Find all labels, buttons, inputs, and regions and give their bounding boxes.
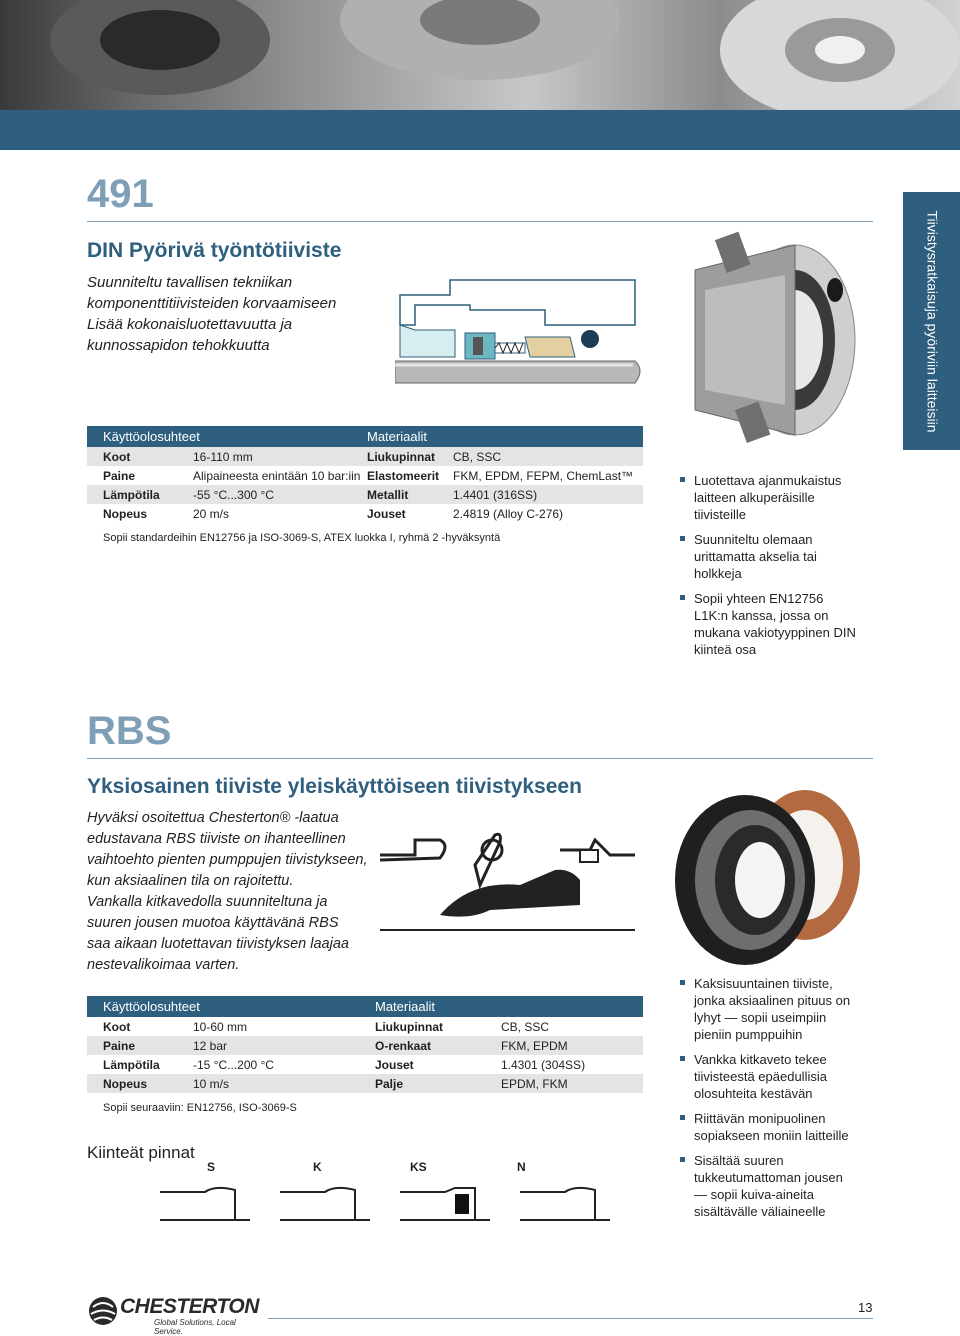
list-item-text: Suunniteltu olemaan urittamatta akselia tai holkkeja	[694, 532, 817, 581]
cell: Nopeus	[103, 506, 148, 521]
conditions-header: Käyttöolosuhteet	[87, 426, 367, 447]
list-item	[680, 531, 858, 582]
list-item-text: Sopii yhteen EN12756 L1K:n kanssa, jossa on mukana vakiotyyppinen DIN kiinteä osa	[694, 591, 856, 657]
cell: FKM, EPDM, FEPM, ChemLast™	[453, 468, 634, 483]
face-ks-drawing	[400, 1188, 490, 1220]
subtitle-line: komponenttitiivisteiden korvaamiseen	[87, 295, 337, 312]
description-line: edustavana RBS tiiviste on ihanteellinen	[87, 831, 346, 847]
cell: 1.4301 (304SS)	[501, 1057, 586, 1072]
chesterton-logo	[88, 1295, 264, 1336]
list-item-text: Vankka kitkaveto tekee tiivisteestä epäedullisia olosuhteita kestävän	[694, 1052, 827, 1101]
cell: CB, SSC	[501, 1019, 550, 1034]
seal-491-photo	[665, 230, 865, 445]
cell: 2.4819 (Alloy C-276)	[453, 506, 564, 521]
spec-table	[87, 996, 643, 1093]
cell: 1.4401 (316SS)	[453, 485, 643, 504]
table-row	[87, 466, 643, 485]
list-item	[680, 975, 858, 1043]
list-item-text: Riittävän monipuolinen sopiakseen moniin laitteille	[694, 1111, 849, 1143]
footer-divider	[268, 1318, 873, 1319]
section-tab	[903, 192, 960, 450]
cell: 10 m/s	[193, 1074, 375, 1093]
face-label-ks: KS	[410, 1160, 427, 1174]
list-item	[680, 1152, 858, 1220]
cell: Liukupinnat	[375, 1019, 443, 1034]
standards-note: Sopii seuraaviin: EN12756, ISO-3069-S	[103, 1102, 297, 1114]
cell: Koot	[87, 447, 193, 466]
table-row	[87, 1055, 643, 1074]
list-item-text: Sisältää suuren tukkeutumattoman jousen — sopii kuiva-aineita sisältävälle väliaineelle	[694, 1153, 843, 1219]
description-line: Vankalla kitkavedolla suunniteltuna ja	[87, 894, 328, 910]
table-row	[87, 485, 643, 504]
feature-list	[680, 975, 858, 1228]
cell: Lämpötila	[103, 1057, 160, 1072]
product-number: 491	[87, 172, 154, 216]
fixed-faces-drawings	[160, 1180, 640, 1230]
list-item-text: Luotettava ajanmukaistus laitteen alkuperäisille tiivisteille	[694, 473, 842, 522]
rbs-cross-section-drawing	[380, 830, 635, 935]
cell: Paine	[87, 1036, 193, 1055]
page-number: 13	[858, 1300, 873, 1315]
cell: CB, SSC	[453, 447, 643, 466]
conditions-header: Käyttöolosuhteet	[87, 996, 375, 1017]
cell: EPDM, FKM	[501, 1074, 643, 1093]
list-item	[680, 472, 858, 523]
header-photo	[0, 0, 960, 110]
list-item	[680, 1110, 858, 1144]
cell: 20 m/s	[193, 506, 230, 521]
divider	[87, 221, 873, 222]
standards-note: Sopii standardeihin EN12756 ja ISO-3069-S, ATEX luokka I, ryhmä 2 -hyväksyntä	[103, 532, 501, 544]
cell: Nopeus	[87, 1074, 193, 1093]
product-code: RBS	[87, 709, 172, 753]
materials-header: Materiaalit	[367, 426, 643, 447]
face-label-s: S	[207, 1160, 216, 1174]
feature-list	[680, 472, 858, 666]
cell: Liukupinnat	[367, 447, 453, 466]
table-row	[87, 447, 643, 466]
cell: Lämpötila	[87, 485, 193, 504]
cell: -55 °C...300 °C	[193, 485, 367, 504]
description-line: saa aikaan luotettavan tiivistyksen laajaa	[87, 936, 349, 952]
cell: Koot	[103, 1019, 131, 1034]
spec-table	[87, 426, 643, 523]
table-row	[87, 1074, 643, 1093]
product-subtitle	[87, 272, 336, 356]
seal-cross-section-drawing	[395, 265, 645, 390]
cell: 10-60 mm	[193, 1019, 248, 1034]
product-title: DIN Pyörivä työntötiiviste	[87, 239, 342, 262]
cell: Metallit	[367, 485, 453, 504]
cell: Jouset	[375, 1057, 414, 1072]
product-title: Yksiosainen tiiviste yleiskäyttöiseen tiivistykseen	[87, 775, 582, 798]
fixed-faces-title: Kiinteät pinnat	[87, 1143, 195, 1162]
spec-table-header	[87, 996, 643, 1017]
seal-components-photo	[0, 0, 960, 110]
list-item	[680, 1051, 858, 1102]
list-item	[680, 590, 858, 658]
cell: Alipaineesta enintään 10 bar:iin	[193, 468, 361, 483]
description-line: kun aksiaalinen tila on rajoitettu.	[87, 873, 294, 889]
table-row	[87, 1036, 643, 1055]
description-line: vaihtoehto pienten pumppujen tiivistykseen,	[87, 852, 368, 868]
description-line: Hyväksi osoitettua Chesterton® -laatua	[87, 810, 339, 826]
face-label-n: N	[517, 1160, 526, 1174]
spec-table-header	[87, 426, 643, 447]
rbs-seal-photo	[655, 785, 870, 970]
brand-tagline: Global Solutions, Local Service.	[154, 1318, 236, 1336]
cell: Palje	[375, 1074, 501, 1093]
cell: 16-110 mm	[193, 447, 367, 466]
cell: O-renkaat	[375, 1036, 501, 1055]
brand-name: CHESTERTON	[120, 1295, 259, 1318]
description-line: nestevalikoimaa varten.	[87, 957, 240, 973]
description-line: suuren jousen muotoa käyttävänä RBS	[87, 915, 339, 931]
cell: -15 °C...200 °C	[193, 1057, 274, 1072]
materials-header: Materiaalit	[375, 996, 643, 1017]
section-tab-label: Tiivistysratkaisuja pyöriviin laitteisiin	[924, 210, 940, 432]
globe-icon	[88, 1295, 122, 1327]
face-k-drawing	[280, 1188, 370, 1220]
subtitle-line: Lisää kokonaisluotettavuutta ja	[87, 316, 293, 333]
list-item-text: Kaksisuuntainen tiiviste, jonka aksiaalinen pituus on lyhyt — sopii useimpiin pieniin pumppuihin	[694, 976, 851, 1042]
table-row	[87, 1017, 643, 1036]
subtitle-line: kunnossapidon tehokkuutta	[87, 337, 270, 354]
cell: Elastomeerit	[367, 468, 440, 483]
face-label-k: K	[313, 1160, 322, 1174]
cell: Paine	[103, 468, 136, 483]
cell: Jouset	[367, 506, 406, 521]
table-row	[87, 504, 643, 523]
divider	[87, 758, 873, 759]
cell: 12 bar	[193, 1036, 375, 1055]
subtitle-line: Suunniteltu tavallisen tekniikan	[87, 274, 293, 291]
product-description	[87, 808, 368, 976]
face-s-drawing	[160, 1188, 250, 1220]
header-band	[0, 110, 960, 150]
cell: FKM, EPDM	[501, 1036, 643, 1055]
face-n-drawing	[520, 1188, 610, 1220]
